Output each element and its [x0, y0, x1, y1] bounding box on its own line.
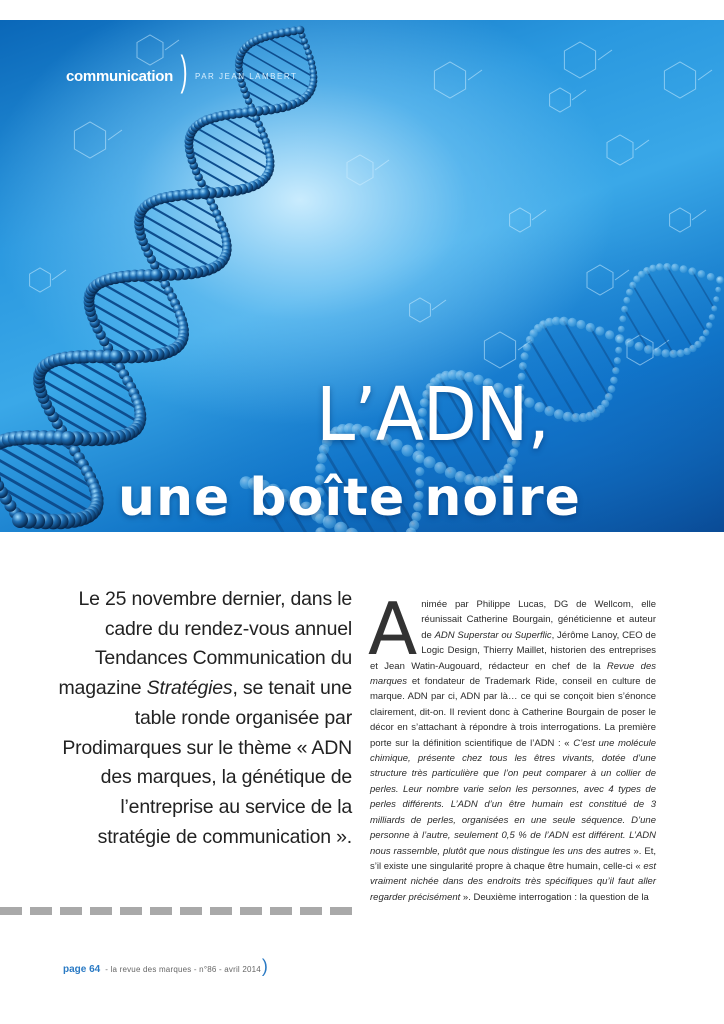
helix-bead — [644, 345, 653, 354]
article-body — [368, 587, 657, 905]
intro-paragraph — [50, 585, 352, 852]
molecule-shape — [484, 332, 515, 368]
helix-bead — [571, 413, 580, 422]
molecule-shape — [510, 208, 531, 232]
molecule-bond — [598, 50, 612, 60]
helix-bead — [552, 317, 561, 326]
helix-bead — [615, 334, 624, 343]
molecule-bond — [432, 300, 446, 310]
helix-bead — [595, 326, 604, 335]
helix-bead — [698, 270, 706, 278]
helix-bead — [559, 317, 568, 326]
helix-bead — [618, 326, 625, 333]
helix-bead — [563, 412, 573, 422]
molecule-bond — [108, 130, 122, 140]
quote-definition: C’est une molécule chimique, présente chez tous les êtres vivants, dotée d’une structure très particulière que l’on peut comparer à un collier de perles. Leur nombre varie selon les personnes, avec 4 types de perles différents. L’ADN d’un être humain est constitué de 3 milliards de perles, organisées en une seule séquence. D’une personne à l’autre, seulement 0,5 % de l’ADN est différent. L’ADN nous rassemble, plutôt que nous distingue les uns des autres — [370, 737, 657, 857]
helix-bead — [715, 287, 721, 293]
helix-bead — [709, 314, 715, 320]
helix-bead — [706, 322, 712, 328]
helix-bead — [683, 348, 691, 356]
helix-bead — [568, 318, 577, 327]
drop-cap: A — [368, 587, 418, 671]
helix-bead — [61, 431, 76, 446]
article-text-4: ». Et, s’il existe une singularité propre à chaque être humain, celle-ci « — [370, 845, 656, 872]
helix-bead — [523, 344, 531, 352]
molecule-bond — [468, 70, 482, 80]
helix-bead — [605, 330, 614, 339]
quote-singularity: est vraiment nichée dans des endroits très spécifiques qu’il faut aller regarder précisément — [370, 860, 656, 903]
helix-bead — [653, 348, 662, 357]
helix-bead — [629, 282, 636, 289]
article-title: L’ADN, — [316, 372, 549, 458]
magazine-name: Revue des marques — [370, 660, 656, 688]
helix-bead — [716, 276, 724, 284]
helix-bead — [713, 296, 719, 302]
page-footer — [63, 957, 268, 975]
molecule-bond — [532, 210, 546, 220]
helix-bead — [296, 26, 305, 35]
molecule-shape — [30, 268, 51, 292]
molecule-shape — [670, 208, 691, 232]
molecule-shape — [607, 135, 633, 165]
article-text-5: ». Deuxième interrogation : la question de la — [460, 891, 649, 903]
helix-bead — [671, 264, 679, 272]
helix-bead — [649, 265, 656, 272]
helix-bead — [586, 323, 595, 332]
molecule-shape — [74, 122, 105, 158]
helix-bead — [625, 338, 634, 347]
intro-magazine-name: Stratégies — [146, 677, 233, 700]
helix-bead — [424, 456, 436, 468]
article-subtitle: une boîte noire — [118, 468, 581, 528]
section-header — [66, 47, 298, 94]
footer-publication: - la revue des marques - n°86 - avril 2014 — [105, 965, 261, 974]
base-pair — [647, 271, 693, 349]
helix-bead — [626, 289, 633, 296]
helix-bead — [711, 306, 717, 312]
article-text-2: , Jérôme Lanoy, CEO de Logic Design, Thierry Maillet, historien des entreprises et Jean Watin-Augouard, rédacteur en chef de la — [370, 629, 656, 672]
helix-bead — [608, 385, 616, 393]
molecule-bond — [615, 270, 629, 280]
helix-bead — [605, 393, 613, 401]
helix-bead — [688, 267, 696, 275]
hero-banner — [0, 20, 724, 532]
helix-bead — [576, 320, 585, 329]
molecule-shape — [434, 62, 465, 98]
base-pair — [543, 325, 596, 414]
helix-bead — [656, 263, 664, 271]
molecule-shape — [550, 88, 571, 112]
helix-bead — [669, 350, 677, 358]
helix-bead — [677, 349, 685, 357]
helix-bead — [615, 347, 622, 354]
molecule-bond — [165, 40, 179, 50]
author-byline: PAR JEAN LAMBERT — [194, 71, 298, 81]
helix-bead — [247, 107, 257, 117]
page-number: page 64 — [63, 964, 101, 975]
molecule-bond — [375, 160, 389, 170]
molecule-bond — [635, 140, 649, 150]
intro-text-1: Le 25 novembre dernier, dans le cadre du rendez-vous annuel Tendances Communication du magazine — [58, 588, 352, 700]
article-text-1: nimée par Philippe Lucas, DG de Wellcom, elle réunissait Catherine Bourgain, généticienne et auteur de — [421, 599, 656, 641]
molecule-shape — [664, 62, 695, 98]
helix-bead — [12, 512, 28, 528]
molecule-shape — [564, 42, 595, 78]
helix-bead — [662, 349, 670, 357]
section-bracket: ) — [180, 47, 188, 94]
helix-bead — [680, 265, 688, 273]
helix-bead — [623, 297, 630, 304]
helix-bead — [621, 306, 628, 313]
helix-bead — [554, 409, 564, 419]
molecule-shape — [587, 265, 613, 295]
helix-bead — [610, 377, 617, 384]
helix-bead — [663, 263, 671, 271]
helix-bead — [619, 316, 626, 323]
footer-bracket: ) — [261, 956, 268, 976]
molecule-bond — [572, 90, 586, 100]
molecule-bond — [52, 270, 66, 280]
helix-bead — [109, 350, 123, 364]
helix-bead — [707, 273, 715, 281]
helix-bead — [635, 342, 644, 351]
molecule-shape — [347, 155, 373, 185]
helix-bead — [521, 352, 529, 360]
helix-bead — [199, 188, 210, 199]
molecule-bond — [692, 210, 706, 220]
intro-text-2: , se tenait une table ronde organisée par Prodimarques sur le thème « ADN des marques, la génétique de l’entreprise au service de la stratégie de communication ». — [62, 677, 352, 848]
base-pair — [195, 127, 269, 169]
base-pair — [190, 137, 264, 179]
helix-bead — [703, 329, 710, 336]
helix-bead — [612, 367, 619, 374]
molecule-shape — [410, 298, 431, 322]
article-text-3: et fondateur de Trademark Ride, conseil en culture de marque. ADN par ci, ADN par là… ce qui se conçoit bien s’énonce clairement, dit-on. Il revient donc à Catherine Bourgain de poser le décor en s’attachant à répondre à trois interrogations. La première porte sur la définition scientifique de l’ADN : « — [370, 676, 656, 749]
book-title: ADN Superstar ou Superflic — [434, 629, 552, 641]
helix-bead — [150, 269, 162, 281]
dashed-divider — [0, 907, 360, 915]
helix-bead — [519, 362, 527, 370]
molecule-bond — [698, 70, 712, 80]
section-title: communication — [66, 67, 173, 85]
helix-bead — [614, 357, 621, 364]
